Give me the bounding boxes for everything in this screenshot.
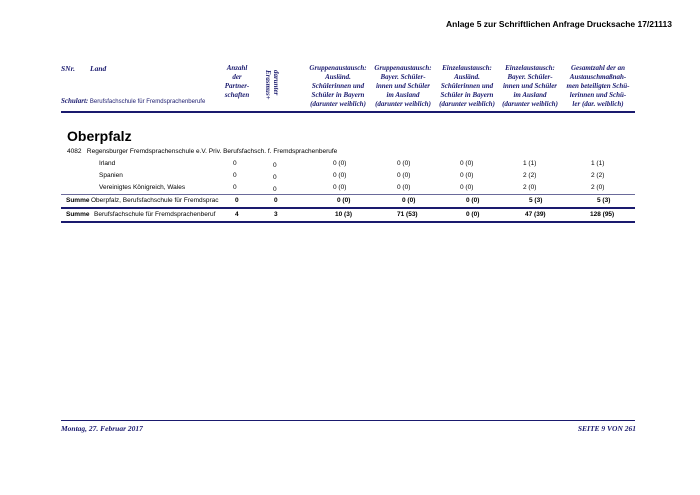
header-col-1: Gruppenaustausch: Ausländ. Schülerinnen und Schüler in Bayern (darunter weiblich) [309, 64, 367, 108]
row-v4: 2 (0) [523, 184, 537, 191]
row-erasmus: 0 [273, 162, 277, 169]
total-v1: 10 (3) [335, 211, 352, 218]
total-rule [61, 221, 635, 223]
schulart-label: Schulart: [61, 97, 89, 105]
row-v3: 0 (0) [460, 184, 474, 191]
summe-erasmus: 0 [274, 197, 278, 204]
row-v1: 0 (0) [333, 184, 347, 191]
row-erasmus: 0 [273, 186, 277, 193]
row-v5: 2 (0) [591, 184, 605, 191]
schulart-value: Berufsfachschule für Fremdsprachenberufe [89, 99, 206, 105]
header-snr: SNr. [61, 64, 75, 73]
footer-date: Montag, 27. Februar 2017 [61, 424, 143, 433]
school-line [67, 148, 337, 155]
total-partner: 4 [235, 211, 239, 218]
table-row [0, 160, 700, 171]
total-v3: 0 (0) [466, 211, 480, 218]
header-schulart [61, 97, 205, 105]
summe-v2: 0 (0) [402, 197, 416, 204]
summe-v1: 0 (0) [337, 197, 351, 204]
table-row [0, 172, 700, 183]
total-v4: 47 (39) [525, 211, 546, 218]
summe-partner: 0 [235, 197, 239, 204]
row-v2: 0 (0) [397, 184, 411, 191]
header-col-4: Einzelaustausch: Bayer. Schüler- innen und Schüler im Ausland (darunter weiblich) [502, 64, 558, 108]
row-v5: 1 (1) [591, 160, 605, 167]
row-v2: 0 (0) [397, 172, 411, 179]
row-partner: 0 [233, 160, 237, 167]
footer-rule [61, 420, 635, 421]
header-rule [61, 111, 635, 113]
document-reference: Anlage 5 zur Schriftlichen Anfrage Drucksache 17/21113 [446, 19, 672, 29]
summe-divider [61, 207, 635, 209]
summe-v4: 5 (3) [529, 197, 543, 204]
total-label: Summe [66, 211, 90, 218]
summe-text: Oberpfalz, Berufsfachschule für Fremdsprac [91, 197, 219, 204]
row-v1: 0 (0) [333, 172, 347, 179]
header-col-3: Einzelaustausch: Ausländ. Schülerinnen und Schüler in Bayern (darunter weiblich) [439, 64, 495, 108]
row-land: Spanien [99, 172, 123, 179]
school-number: 4082 [67, 148, 82, 155]
row-erasmus: 0 [273, 174, 277, 181]
total-text: Berufsfachschule für Fremdsprachenberuf [94, 211, 216, 218]
total-v2: 71 (53) [397, 211, 418, 218]
header-partnerschaften: Anzahl der Partner- schaften [224, 64, 250, 99]
row-v4: 1 (1) [523, 160, 537, 167]
header-col-5: Gesamtzahl der an Austauschmaßnah- men beteiligten Schü- lerinnen und Schü- ler (dar. weiblich) [566, 64, 630, 108]
row-divider [61, 194, 635, 195]
row-land: Vereinigtes Königreich, Wales [99, 184, 186, 191]
summe-v3: 0 (0) [466, 197, 480, 204]
row-v2: 0 (0) [397, 160, 411, 167]
summe-label: Summe [66, 197, 90, 204]
header-darunter-erasmus: darunter Erasmus+ [264, 70, 280, 100]
footer-page-number: SEITE 9 VON 261 [577, 424, 636, 433]
school-name: Regensburger Fremdsprachenschule e.V. Priv. Berufsfachsch. f. Fremdsprachenberufe [86, 148, 338, 155]
row-v1: 0 (0) [333, 160, 347, 167]
total-erasmus: 3 [274, 211, 278, 218]
row-v4: 2 (2) [523, 172, 537, 179]
summe-v5: 5 (3) [597, 197, 611, 204]
region-title: Oberpfalz [67, 128, 132, 144]
header-col-2: Gruppenaustausch: Bayer. Schüler- innen und Schüler im Ausland (darunter weiblich) [374, 64, 432, 108]
row-partner: 0 [233, 172, 237, 179]
header-land: Land [90, 64, 107, 73]
row-v3: 0 (0) [460, 160, 474, 167]
row-v3: 0 (0) [460, 172, 474, 179]
row-land: Irland [99, 160, 116, 167]
row-partner: 0 [233, 184, 237, 191]
total-v5: 128 (95) [590, 211, 615, 218]
row-v5: 2 (2) [591, 172, 605, 179]
